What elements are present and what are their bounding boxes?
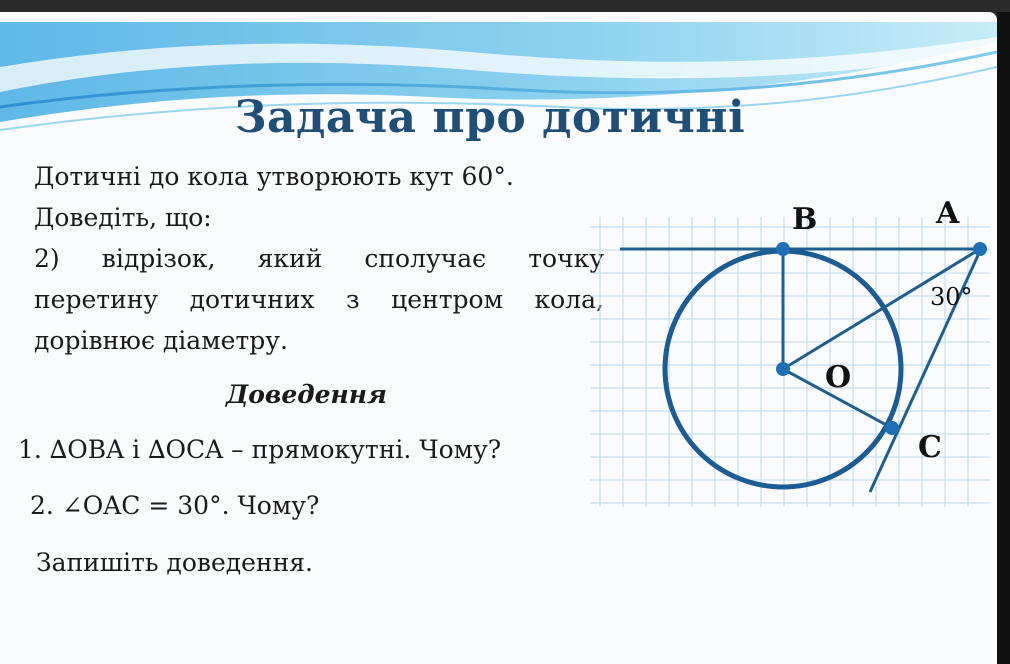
- slide-title: Задача про дотичні: [234, 92, 746, 143]
- word: точку: [528, 244, 604, 273]
- label-a: A: [936, 196, 960, 231]
- statement-line-3: [34, 246, 604, 271]
- statement-line-2: Доведіть, що:: [34, 203, 212, 232]
- statement-line-1: Дотичні до кола утворюють кут 60°.: [34, 162, 514, 191]
- footer-instruction: Запишіть доведення.: [36, 548, 313, 577]
- point-c: [885, 421, 899, 435]
- label-b: B: [792, 202, 818, 237]
- word: сполучає: [364, 244, 487, 273]
- slide: [0, 12, 997, 664]
- point-o: [776, 362, 790, 376]
- word: кола,: [534, 285, 604, 314]
- scrollbar[interactable]: [997, 12, 1010, 664]
- proof-step-2: 2. ∠OAC = 30°. Чому?: [30, 491, 320, 520]
- word: перетину: [34, 285, 159, 314]
- label-o: O: [825, 360, 852, 395]
- word: відрізок,: [101, 244, 216, 273]
- point-a: [973, 242, 987, 256]
- label-c: C: [918, 430, 942, 465]
- word: дотичних: [189, 285, 315, 314]
- proof-step-1: 1. ∆OBA і ∆OCA – прямокутні. Чому?: [18, 435, 502, 464]
- statement-line-4: [34, 287, 604, 312]
- label-angle: 30°: [930, 283, 973, 311]
- proof-heading: Доведення: [226, 380, 387, 409]
- word: центром: [391, 285, 504, 314]
- statement-line-5: дорівнює діаметру.: [34, 326, 288, 355]
- word: 2): [34, 244, 60, 273]
- word: який: [257, 244, 323, 273]
- point-b: [776, 242, 790, 256]
- geometry-figure: [590, 196, 990, 507]
- word: з: [346, 285, 360, 314]
